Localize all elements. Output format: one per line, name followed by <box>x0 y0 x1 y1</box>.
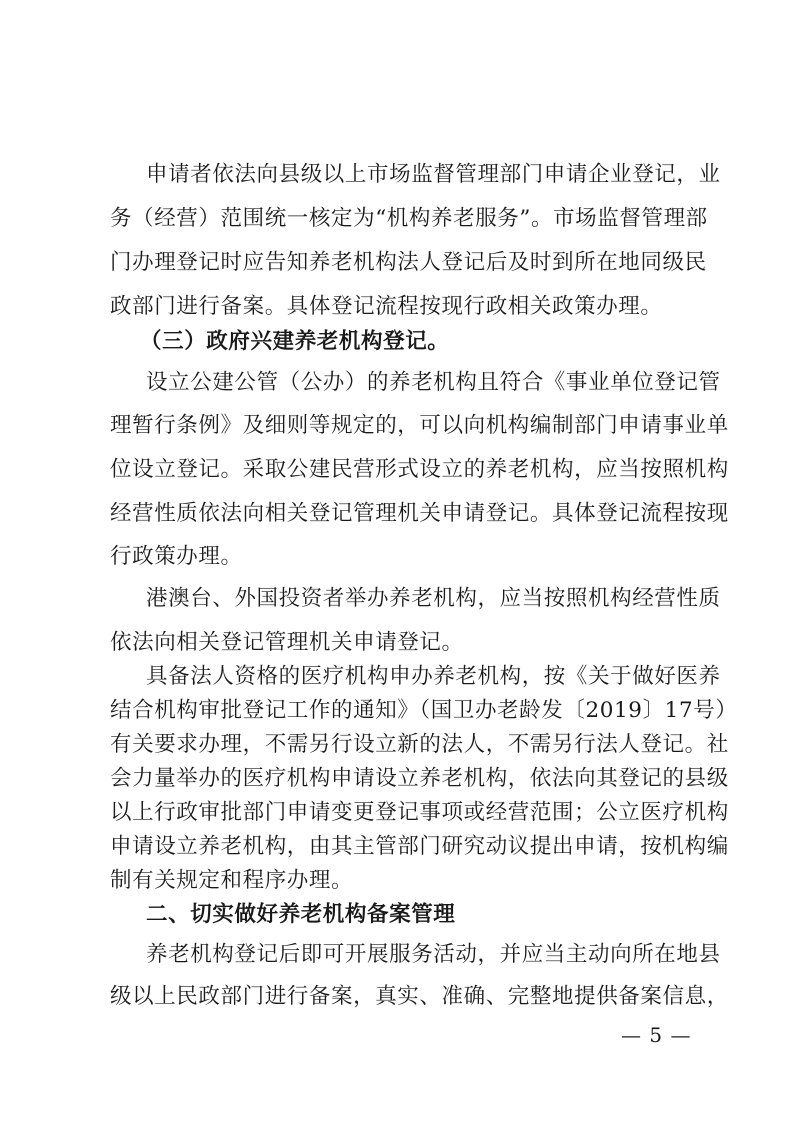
paragraph-line: 会力量举办的医疗机构申请设立养老机构，依法向其登记的县级 <box>110 766 729 791</box>
paragraph-line: 具备法人资格的医疗机构申办养老机构，按《关于做好医养 <box>146 664 721 689</box>
paragraph-line: 有关要求办理，不需另行设立新的法人，不需另行法人登记。社 <box>110 732 729 757</box>
paragraph-line: 政部门进行备案。具体登记流程按现行政相关政策办理。 <box>110 294 663 319</box>
page-number: — 5 — <box>621 1023 692 1047</box>
paragraph-line: 行政策办理。 <box>110 544 243 569</box>
paragraph-line: 位设立登记。采取公建民营形式设立的养老机构，应当按照机构 <box>110 457 729 482</box>
paragraph-line: 级以上民政部门进行备案，真实、准确、完整地提供备案信息， <box>110 984 729 1009</box>
paragraph-line: 依法向相关登记管理机关申请登记。 <box>110 630 464 655</box>
paragraph-line: 港澳台、外国投资者举办养老机构，应当按照机构经营性质 <box>146 586 721 611</box>
paragraph-line: 养老机构登记后即可开展服务活动，并应当主动向所在地县 <box>146 942 721 967</box>
paragraph-line: 申请者依法向县级以上市场监督管理部门申请企业登记，业 <box>146 162 721 187</box>
paragraph-line: 结合机构审批登记工作的通知》（国卫办老龄发〔2019〕17号） <box>110 698 738 723</box>
paragraph-line: 务（经营）范围统一核定为“机构养老服务”。市场监督管理部 <box>110 206 708 231</box>
paragraph-line: 门办理登记时应告知养老机构法人登记后及时到所在地同级民 <box>110 250 707 275</box>
paragraph-line: 经营性质依法向相关登记管理机关申请登记。具体登记流程按现 <box>110 501 729 526</box>
paragraph-line: 申请设立养老机构，由其主管部门研究动议提出申请，按机构编 <box>110 834 729 859</box>
paragraph-line: 设立公建公管（公办）的养老机构且符合《事业单位登记管 <box>146 370 721 395</box>
paragraph-line: 制有关规定和程序办理。 <box>110 868 354 893</box>
paragraph-line: 以上行政审批部门申请变更登记事项或经营范围；公立医疗机构 <box>110 800 729 825</box>
section-heading: 二、切实做好养老机构备案管理 <box>146 902 456 927</box>
paragraph-line: 理暂行条例》及细则等规定的，可以向机构编制部门申请事业单 <box>110 413 729 438</box>
section-heading: （三）政府兴建养老机构登记。 <box>140 329 450 354</box>
